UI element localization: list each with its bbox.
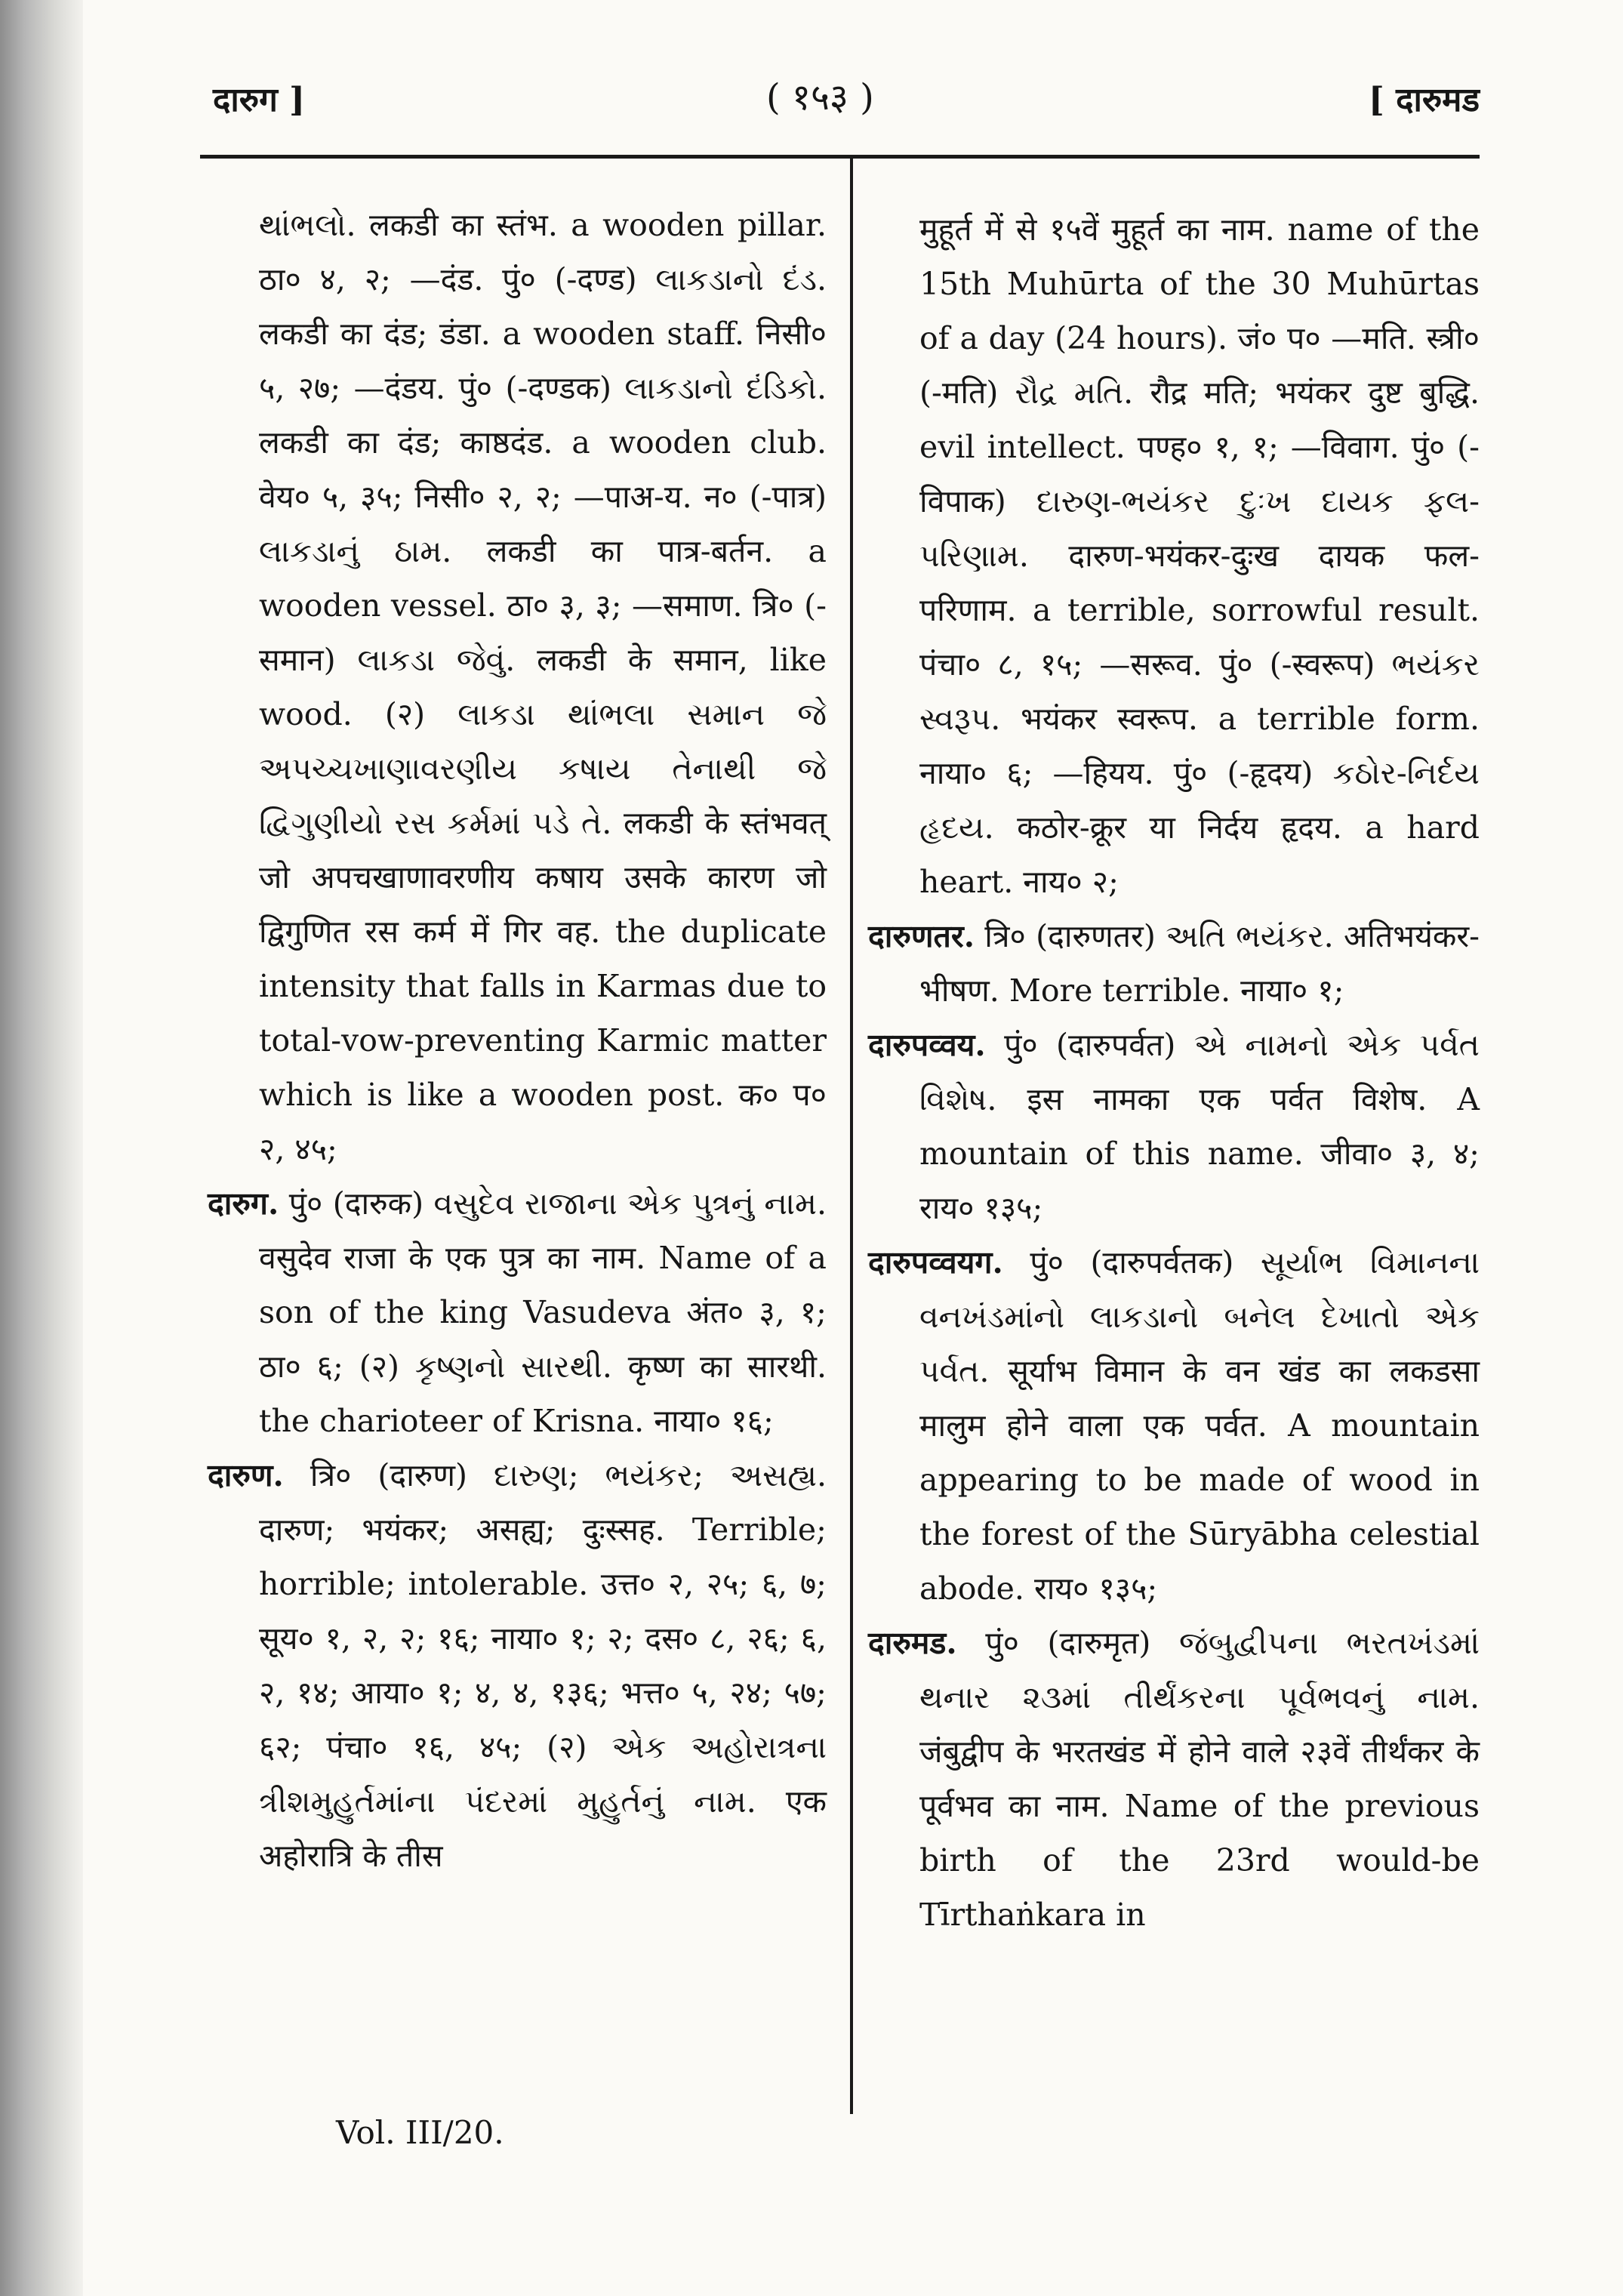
left-column xyxy=(208,198,827,1883)
header-left-guideword: दारुग ] xyxy=(213,81,305,119)
dictionary-entry xyxy=(868,1616,1480,1942)
header-rule xyxy=(200,155,1480,159)
entry-continuation xyxy=(208,198,827,1176)
entry-text: त्रि० (दारुणतर) અતિ ભયંકર. अतिभयंकर-भीषण. More terrible. नाया० १; xyxy=(919,918,1480,1009)
entry-headword: दारुण. xyxy=(208,1457,284,1493)
entry-text: मुहूर्त में से १५वें मुहूर्त का नाम. name of the 15th Muhūrta of the 30 Muhūrtas of a day (24 hours). जं० प० —मति. स्त्री० (-मति) રૌદ્ર મતિ. रौद्र मति; भयंकर दुष्ट बुद्धि. evil intellect. पण्ह० १, १; —विवाग. पुं० (-विपाक) દારુણ-ભયંકર દુઃખ દાયક ફલ-પરિણામ. दारुण-भयंकर-दुःख दायक फल-परिणाम. a terrible, sorrowful result. पंचा० ८, १५; —सरूव. पुं० (-स्वरूप) ભયંકર સ્વરૂપ. भयंकर स्वरूप. a terrible form. नाया० ६; —हियय. पुं० (-हृदय) કઠોર-નિર્દય હૃદય. कठोर-क्रूर या निर्दय हृदय. a hard heart. नाय० २; xyxy=(919,211,1480,900)
binding-edge xyxy=(0,0,83,2296)
entry-text: पुं० (दारुक) વસુદેવ રાજાના એક પુત્રનું નામ. वसुदेव राजा के एक पुत्र का नाम. Name of a son of the king Vasudeva अंत० ३, १; ठा० ६; (२) કૃષ્ણનો સારથી. कृष्ण का सारथी. the charioteer of Krisna. नाया० १६; xyxy=(259,1185,827,1439)
column-divider xyxy=(850,159,853,2114)
dictionary-entry xyxy=(208,1176,827,1448)
header-right-guideword: [ दारुमड xyxy=(1368,81,1480,119)
entry-text: થાંભલો. लकडी का स्तंभ. a wooden pillar. ठा० ४, २; —दंड. पुं० (-दण्ड) લાકડાનો દંડ. लकडी का दंड; डंडा. a wooden staff. निसी० ५, २७; —दंडय. पुं० (-दण्डक) લાકડાનો દંડિકો. लकडी का दंड; काष्ठदंड. a wooden club. वेय० ५, ३५; निसी० २, २; —पाअ-य. न० (-पात्र) લાકડાનું ઠામ. लकडी का पात्र-बर्तन. a wooden vessel. ठा० ३, ३; —समाण. त्रि० (-समान) લાકડા જેવું. लकडी के समान, like wood. (२) લાકડા થાંભલા સમાન જે અપચ્ચખાણાવરણીય કષાય તેનાથી જે દ્વિગુણીયો રસ કર્મમાં પડે તે. लकडी के स्तंभवत् जो अपचखाणावरणीय कषाय उसके कारण जो द्विगुणित रस कर्म में गिर वह. the duplicate intensity that falls in Karmas due to total-vow-preventing Karmic matter which is like a wooden post. क० प० २, ४५; xyxy=(259,207,827,1167)
entry-headword: दारुपव्वय. xyxy=(868,1027,986,1063)
entry-text: पुं० (दारुपर्वत) એ નામનો એક પર્વત વિશેષ. इस नामका एक पर्वत विशेष. A mountain of this name. जीवा० ३, ४; राय० १३५; xyxy=(919,1027,1480,1226)
entry-text: पुं० (दारुपर्वतक) સૂર્યાભ વિમાનના વનખંડમાંનો લાકડાનો બનેલ દેખાતો એક પર્વત. सूर्याभ विमान के वन खंड का लकडसा मालुम होने वाला एक पर्वत. A mountain appearing to be made of wood in the forest of the Sūryābha celestial abode. राय० १३५; xyxy=(919,1244,1480,1607)
entry-text: त्रि० (दारुण) દારુણ; ભયંકર; અસહ્ય. दारुण; भयंकर; असह्य; दुःस्सह. Terrible; horrible; intolerable. उत्त० २, २५; ६, ७; सूय० १, २, २; १६; नाया० १; २; दस० ८, २६; ६, २, १४; आया० १; ४, ४, १३६; भत्त० ५, २४; ५७; ६२; पंचा० १६, ४५; (२) એક અહોરાત્રના ત્રીશમુહુર્તમાંના પંદરમાં મુહુર્તનું નામ. एक अहोरात्रि के तीस xyxy=(259,1457,827,1874)
entry-headword: दारुग. xyxy=(208,1185,279,1222)
volume-footer: Vol. III/20. xyxy=(336,2114,504,2151)
dictionary-entry xyxy=(208,1448,827,1883)
entry-headword: दारुपव्वयग. xyxy=(868,1244,1003,1281)
entry-headword: दारुमड. xyxy=(868,1625,957,1661)
entry-headword: दारुणतर. xyxy=(868,918,975,954)
entry-text: पुं० (दारुमृत) જંબુદ્વીપના ભરતખંડમાં થનાર ૨૩માં તીર્થંકરના પૂર્વભવનું નામ. जंबुद्वीप के भरतखंड में होने वाले २३वें तीर्थंकर के पूर्वभव का नाम. Name of the previous birth of the 23rd would-be Tīrthaṅkara in xyxy=(919,1625,1480,1933)
dictionary-entry xyxy=(868,909,1480,1018)
page-number: ( १५३ ) xyxy=(766,76,874,119)
dictionary-entry xyxy=(868,1235,1480,1616)
dictionary-entry xyxy=(868,1018,1480,1235)
right-column xyxy=(868,202,1480,1942)
entry-continuation xyxy=(868,202,1480,909)
